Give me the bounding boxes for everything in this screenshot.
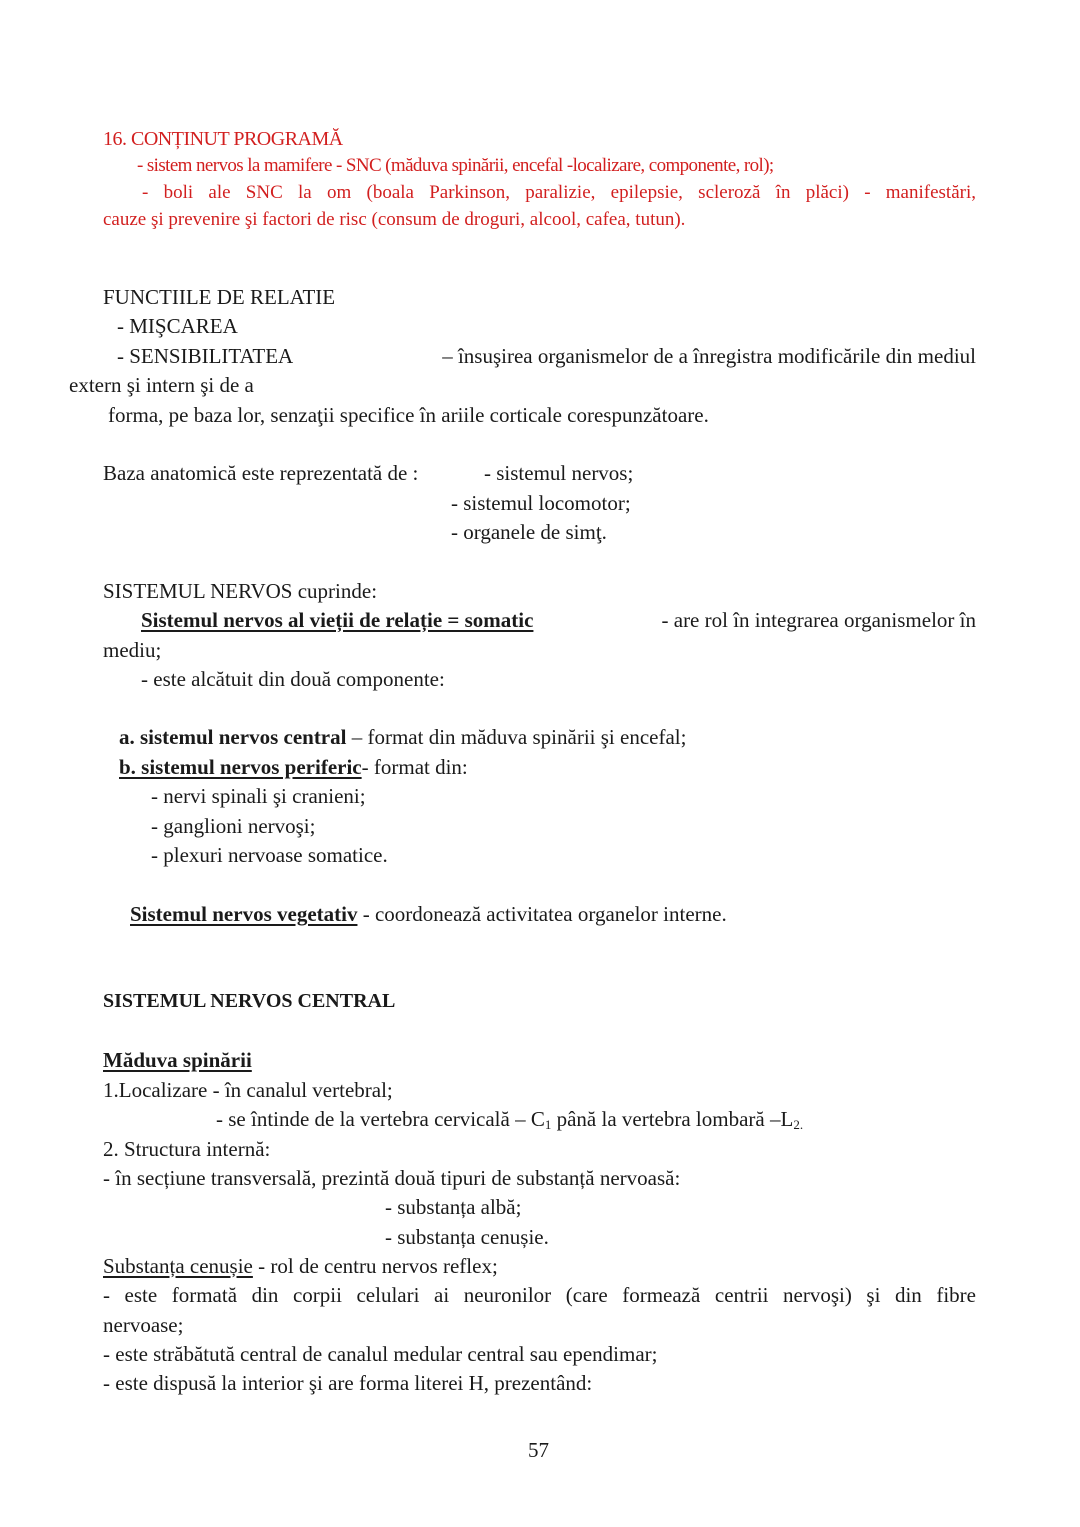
baza-item-1: - sistemul nervos; <box>484 461 634 485</box>
substanta-alba-item: - substanța albă; <box>385 1195 522 1219</box>
central-definition: – format din măduva spinării şi encefal; <box>346 725 687 749</box>
maduva-title: Măduva spinării <box>103 1048 252 1072</box>
cenusie-term: Substanța cenușie <box>103 1254 253 1278</box>
periferic-term: b. sistemul nervos periferic <box>119 755 362 779</box>
substanta-cenusie-item: - substanța cenușie. <box>385 1225 549 1249</box>
periferic-item-3: - plexuri nervoase somatice. <box>151 843 388 867</box>
central-line <box>119 723 686 751</box>
intinde-line <box>216 1105 803 1139</box>
localizare-line: 1.Localizare - în canalul vertebral; <box>103 1078 393 1102</box>
vegetativ-definition: - coordonează activitatea organelor interne. <box>357 902 727 926</box>
vegetativ-line <box>130 900 727 928</box>
cenusie-definition: - rol de centru nervos reflex; <box>252 1254 498 1278</box>
somatic-term: Sistemul nervos al vieții de relație = somatic <box>141 608 534 632</box>
intinde-text-b: până la vertebra lombară –L <box>551 1107 794 1131</box>
formata-line-2: nervoase; <box>103 1313 184 1337</box>
intinde-l2-subscript: 2. <box>793 1117 804 1132</box>
sensibilitatea-line-2: extern şi intern şi de a <box>69 373 254 397</box>
vegetativ-term: Sistemul nervos vegetativ <box>130 902 358 926</box>
snc-heading: SISTEMUL NERVOS CENTRAL <box>103 990 396 1012</box>
somatic-line-2: mediu; <box>103 638 162 662</box>
somatic-line <box>141 606 976 634</box>
sistem-heading: SISTEMUL NERVOS cuprinde: <box>103 579 378 603</box>
central-term: a. sistemul nervos central <box>119 725 347 749</box>
miscarea-item: - MIŞCAREA <box>117 314 238 338</box>
intinde-c1-subscript: 1 <box>544 1117 552 1132</box>
program-line-1: - sistem nervos la mamifere - SNC (măduva spinării, encefal -localizare, componente, rol); <box>137 155 774 176</box>
relatie-heading: FUNCTIILE DE RELATIE <box>103 285 336 309</box>
baza-item-3: - organele de simţ. <box>451 520 607 544</box>
sensibilitatea-line-3: forma, pe baza lor, senzaţii specifice în ariile corticale corespunzătoare. <box>108 403 709 427</box>
periferic-line <box>119 753 468 781</box>
program-title: 16. CONȚINUT PROGRAMĂ <box>103 128 343 150</box>
periferic-item-1: - nervi spinali şi cranieni; <box>151 784 366 808</box>
sensibilitatea-term: - SENSIBILITATEA <box>117 344 294 368</box>
componente-line: - este alcătuit din două componente: <box>141 667 445 691</box>
dispusa-line: - este dispusă la interior şi are forma literei H, prezentând: <box>103 1371 593 1395</box>
structura-line: 2. Structura internă: <box>103 1137 271 1161</box>
sectiune-line: - în secțiune transversală, prezintă două tipuri de substanță nervoasă: <box>103 1166 681 1190</box>
formata-line: - este formată din corpii celulari ai neuronilor (care formează centrii nervoşi) şi din fibre <box>103 1283 976 1307</box>
baza-item-2: - sistemul locomotor; <box>451 491 631 515</box>
cenusie-line <box>103 1252 498 1280</box>
periferic-item-2: - ganglioni nervoşi; <box>151 814 316 838</box>
baza-intro: Baza anatomică este reprezentată de : <box>103 461 419 485</box>
program-line-3: cauze şi prevenire şi factori de risc (consum de droguri, alcool, cafea, tutun). <box>103 209 686 230</box>
sensibilitatea-line <box>117 342 976 370</box>
strabatuta-line: - este străbătută central de canalul medular central sau ependimar; <box>103 1342 658 1366</box>
intinde-text-a: - se întinde de la vertebra cervicală – C <box>216 1107 545 1131</box>
program-line-2: - boli ale SNC la om (boala Parkinson, paralizie, epilepsie, scleroză în plăci) - manifestări, <box>142 182 976 203</box>
somatic-definition: - are rol în integrarea organismelor în <box>661 608 976 632</box>
periferic-definition: - format din: <box>361 755 468 779</box>
sensibilitatea-definition: – însuşirea organismelor de a înregistra modificările din mediul <box>442 344 976 368</box>
page-number: 57 <box>528 1438 549 1462</box>
